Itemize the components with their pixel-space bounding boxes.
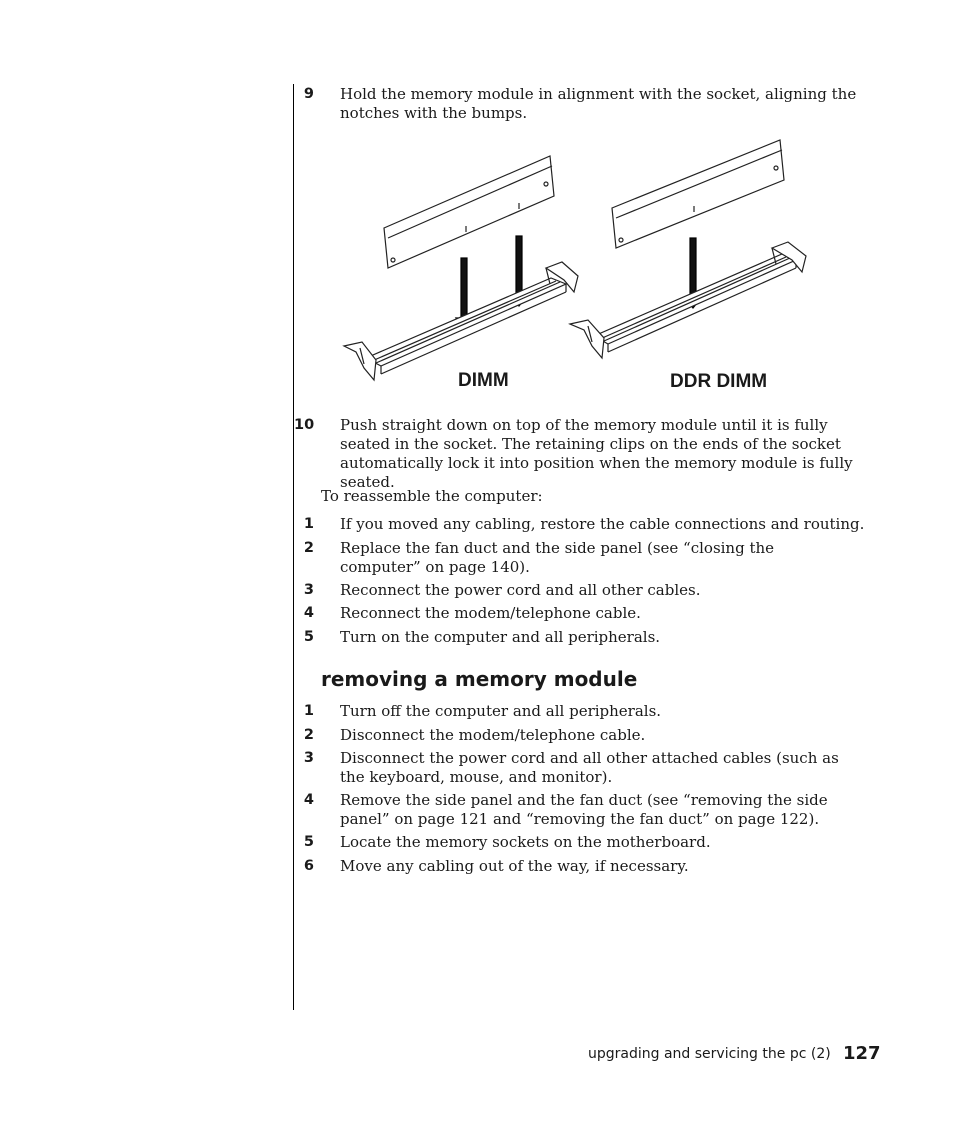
reassemble-step-5	[303, 628, 880, 647]
step-number: 5	[303, 629, 314, 645]
dimm-module-left	[384, 156, 554, 268]
reassemble-step-3	[303, 581, 880, 600]
step-number: 2	[303, 540, 314, 556]
reassemble-step-2	[303, 539, 840, 577]
removing-step-3	[303, 749, 840, 787]
step-number: 2	[303, 727, 314, 743]
reassemble-step-4	[303, 604, 880, 623]
step-number: 3	[303, 582, 314, 598]
step-text: Disconnect the power cord and all other attached cables (such as the keyboard, mouse, and monitor).	[340, 749, 839, 786]
step-9	[303, 85, 880, 123]
step-number: 10	[294, 417, 315, 433]
step-10	[294, 416, 880, 492]
reassemble-intro: To reassemble the computer:	[321, 487, 543, 505]
step-number: 6	[303, 858, 314, 874]
reassemble-step-1	[303, 515, 880, 534]
step-number: 3	[303, 750, 314, 766]
ddr-module-right	[612, 140, 784, 248]
step-number: 4	[303, 792, 314, 808]
step-number: 9	[303, 86, 314, 102]
ddr-dimm-label: DDR DIMM	[670, 371, 768, 392]
dimm-illustration	[336, 136, 816, 396]
step-text: Push straight down on top of the memory module until it is fully seated in the socket. The retaining clips on the ends of the socket automatically lock it into position when the memory module is fully seated.	[340, 416, 853, 491]
step-number: 1	[303, 703, 314, 719]
removing-step-5	[303, 833, 880, 852]
step-number: 1	[303, 516, 314, 532]
step-number: 4	[303, 605, 314, 621]
step-text: Disconnect the modem/telephone cable.	[340, 726, 646, 744]
removing-step-4	[303, 791, 860, 829]
step-text: Remove the side panel and the fan duct (see “removing the side panel” on page 121 and “removing the fan duct” on page 122).	[340, 791, 828, 828]
footer-section-title: upgrading and servicing the pc (2)	[588, 1046, 831, 1062]
step-text: Turn on the computer and all peripherals.	[340, 628, 661, 646]
removing-step-1	[303, 702, 880, 721]
step-text: If you moved any cabling, restore the cable connections and routing.	[340, 515, 865, 533]
dimm-label: DIMM	[458, 370, 509, 391]
section-heading: removing a memory module	[321, 667, 638, 691]
step-text: Locate the memory sockets on the motherboard.	[340, 833, 711, 851]
step-text: Reconnect the power cord and all other cables.	[340, 581, 701, 599]
step-text: Move any cabling out of the way, if necessary.	[340, 857, 689, 875]
ddr-socket-right	[570, 242, 806, 358]
step-text: Turn off the computer and all peripherals.	[340, 702, 662, 720]
step-text: Replace the fan duct and the side panel (see “closing the computer” on page 140).	[340, 539, 775, 576]
step-text: Reconnect the modem/telephone cable.	[340, 604, 641, 622]
margin-rule	[293, 84, 294, 1010]
removing-step-2	[303, 726, 880, 745]
step-text: Hold the memory module in alignment with the socket, aligning the notches with the bumps.	[340, 85, 857, 122]
memory-module-figure	[336, 136, 816, 396]
page-number: 127	[843, 1043, 881, 1064]
step-number: 5	[303, 834, 314, 850]
removing-step-6	[303, 857, 880, 876]
